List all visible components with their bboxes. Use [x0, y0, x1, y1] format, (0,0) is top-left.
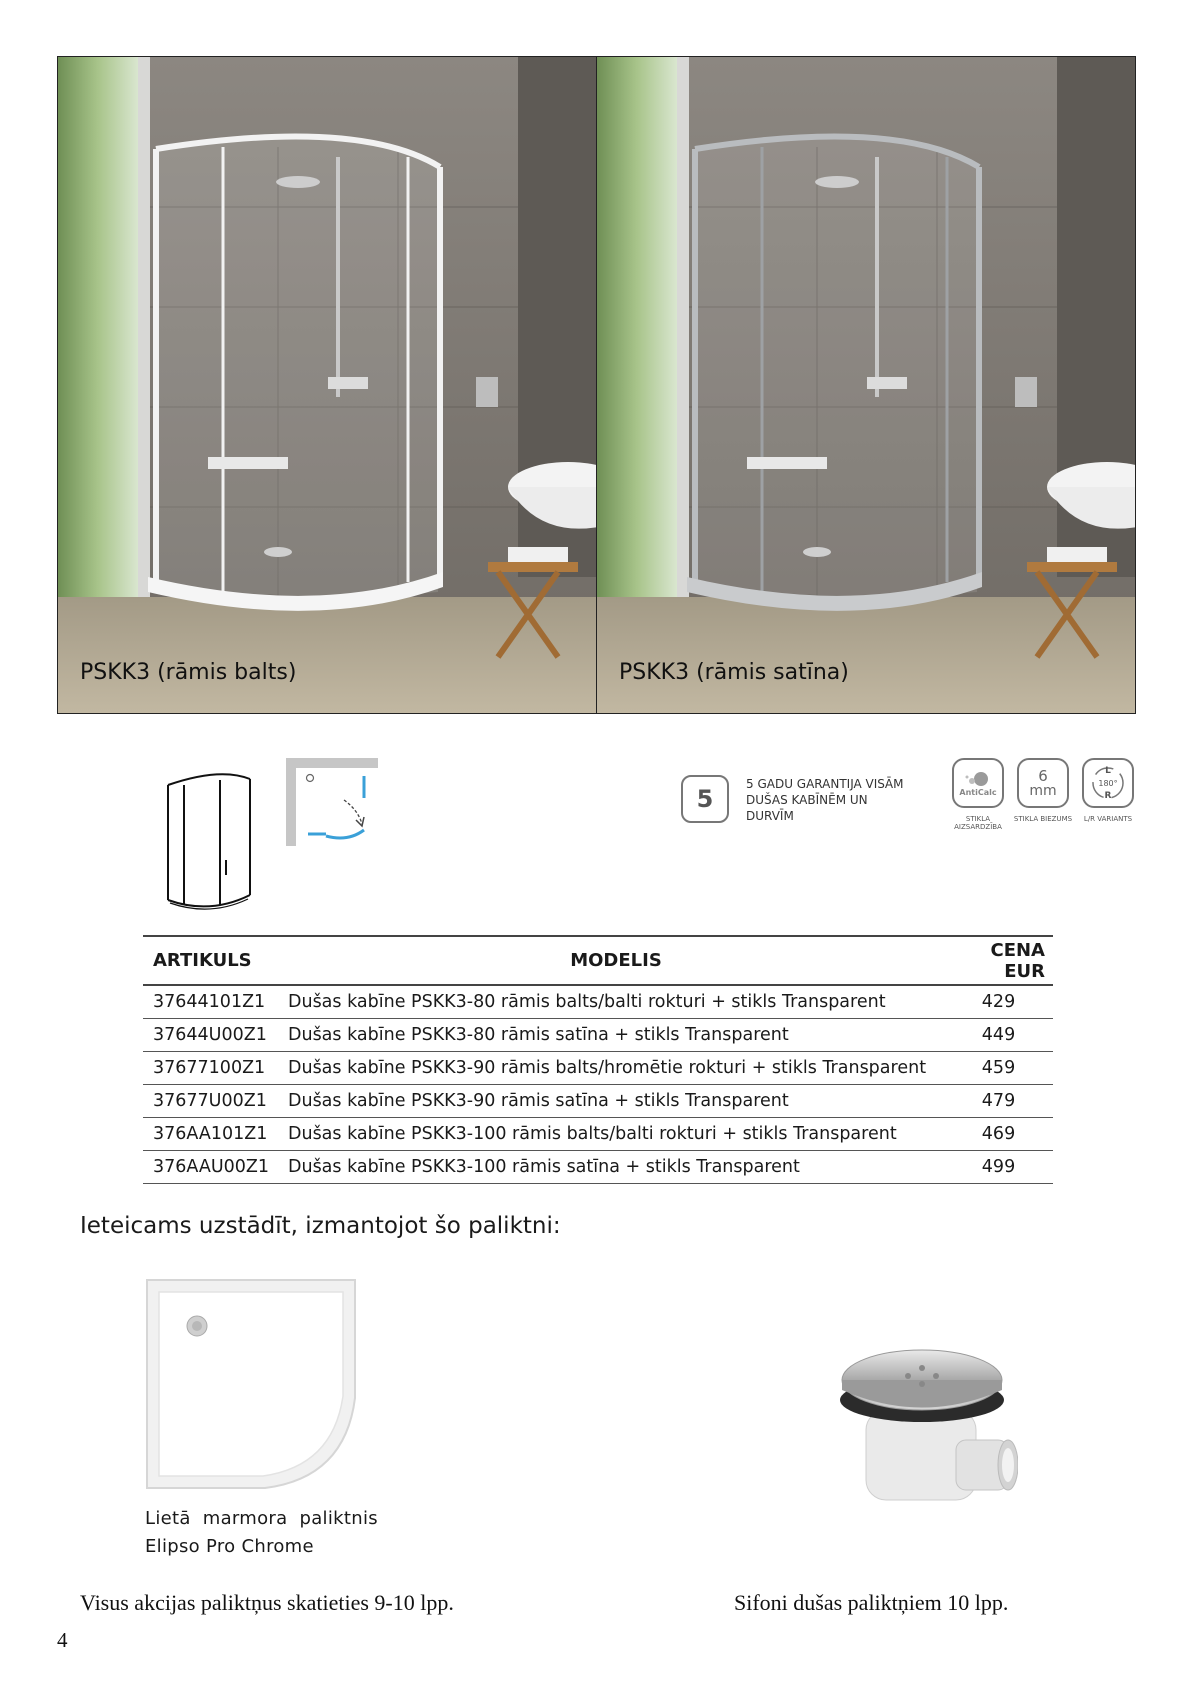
recommendation-text: Ieteicams uzstādīt, izmantojot šo paliktni: — [80, 1213, 561, 1239]
shower-scene-white — [58, 57, 597, 714]
page-number: 4 — [57, 1628, 68, 1652]
product-photo-satin-frame — [596, 56, 1136, 714]
feature-label: STIKLA BIEZUMS — [1013, 815, 1073, 823]
article-cell: 37644101Z1 — [143, 985, 288, 1019]
table-row — [143, 1151, 1053, 1184]
anticalc-title: AntiCalc — [959, 787, 997, 797]
table-row — [143, 1085, 1053, 1118]
article-cell: 37677U00Z1 — [143, 1085, 288, 1118]
model-cell: Dušas kabīne PSKK3-100 rāmis satīna + stikls Transparent — [288, 1151, 944, 1184]
rotation-top: L — [1105, 766, 1111, 776]
photo-caption: PSKK3 (rāmis balts) — [80, 660, 297, 685]
glass-thickness-icon — [1017, 758, 1069, 808]
tray-caption-line2: Elipso Pro Chrome — [145, 1536, 314, 1557]
thickness-value: 6 — [1038, 766, 1048, 785]
shower-tray-image — [145, 1278, 357, 1490]
table-row — [143, 1052, 1053, 1085]
door-opening-plan-icon — [286, 758, 382, 850]
table-row — [143, 1118, 1053, 1151]
warranty-badge: 5 — [681, 775, 729, 823]
left-right-rotation-icon — [1082, 758, 1134, 808]
anticalc-drops-icon — [963, 770, 993, 788]
model-cell: Dušas kabīne PSKK3-80 rāmis satīna + stikls Transparent — [288, 1019, 944, 1052]
table-header-row — [143, 936, 1053, 985]
article-cell: 376AA101Z1 — [143, 1118, 288, 1151]
price-cell: 429 — [944, 985, 1053, 1019]
anticalc-icon — [952, 758, 1004, 808]
price-cell: 499 — [944, 1151, 1053, 1184]
article-cell: 37677100Z1 — [143, 1052, 288, 1085]
model-cell: Dušas kabīne PSKK3-90 rāmis balts/hromētie rokturi + stikls Transparent — [288, 1052, 944, 1085]
feature-label: L/R VARIANTS — [1083, 815, 1133, 823]
footer-trays-note: Visus akcijas paliktņus skatieties 9-10 lpp. — [80, 1590, 454, 1615]
product-photo-white-frame — [57, 56, 597, 714]
warranty-text: 5 GADU GARANTIJA VISĀM DUŠAS KABĪNĒM UN DURVĪM — [746, 777, 904, 823]
price-cell: 469 — [944, 1118, 1053, 1151]
model-cell: Dušas kabīne PSKK3-100 rāmis balts/balti rokturi + stikls Transparent — [288, 1118, 944, 1151]
rotation-arrows-icon — [1085, 760, 1131, 806]
model-cell: Dušas kabīne PSKK3-80 rāmis balts/balti rokturi + stikls Transparent — [288, 985, 944, 1019]
price-cell: 459 — [944, 1052, 1053, 1085]
article-cell: 376AAU00Z1 — [143, 1151, 288, 1184]
shower-scene-satin — [597, 57, 1136, 714]
cabin-line-drawing-icon — [160, 765, 260, 915]
rotation-bottom: R — [1104, 791, 1112, 801]
table-row — [143, 985, 1053, 1019]
siphon-image — [836, 1330, 1018, 1516]
tray-caption — [145, 1505, 378, 1561]
footer-siphons-note: Sifoni dušas paliktņiem 10 lpp. — [734, 1590, 1009, 1615]
product-table — [143, 935, 1053, 1184]
header-price: CENA EUR — [944, 936, 1053, 985]
article-cell: 37644U00Z1 — [143, 1019, 288, 1052]
photo-caption: PSKK3 (rāmis satīna) — [619, 660, 849, 685]
rotation-middle: 180° — [1098, 779, 1118, 788]
model-cell: Dušas kabīne PSKK3-90 rāmis satīna + stikls Transparent — [288, 1085, 944, 1118]
thickness-unit: mm — [1029, 782, 1057, 799]
header-model: MODELIS — [288, 936, 944, 985]
tray-caption-line1: Lietā marmora paliktnis — [145, 1508, 378, 1529]
price-cell: 449 — [944, 1019, 1053, 1052]
table-row — [143, 1019, 1053, 1052]
header-article: ARTIKULS — [143, 936, 288, 985]
price-cell: 479 — [944, 1085, 1053, 1118]
feature-label: STIKLA AIZSARDZĪBA — [954, 815, 1002, 831]
